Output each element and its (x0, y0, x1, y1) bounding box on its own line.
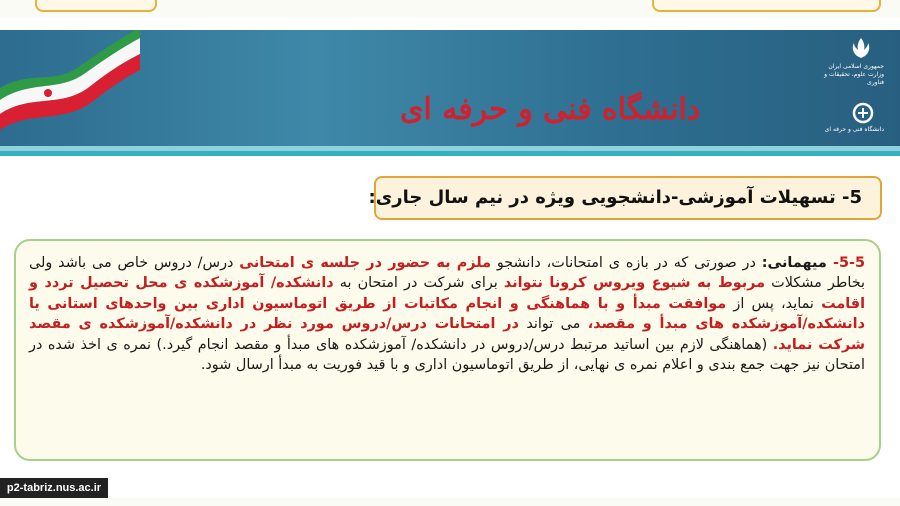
section-heading-box (368, 176, 882, 220)
top-strip (0, 0, 900, 18)
paragraph-segment: نماید، پس از (726, 295, 822, 312)
previous-slide-box-right (652, 0, 881, 12)
paragraph-segment: میهمانی: (761, 255, 827, 271)
bottom-strip (0, 498, 900, 506)
section-title: 5- تسهیلات آموزشی-دانشجویی ویژه در نیم سال جاری: (368, 187, 862, 208)
university-logo-icon (852, 102, 874, 124)
paragraph-segment: مربوط به شیوع ویروس کرونا نتواند (503, 275, 766, 292)
university-calligraphy-logo: دانشگاه فنی و حرفه ای (400, 92, 701, 127)
paragraph-segment: درس/ دروس خاص می باشد ولی بخاطر مشکلات (29, 255, 865, 292)
paragraph-segment: ملزم به حضور در جلسه ی امتحانی (239, 255, 492, 271)
content-paragraph (29, 253, 865, 375)
paragraph-segment: (هماهنگی لازم بین اساتید مرتبط درس/دروس در دانشکده/ آموزشکده های مبدأ و مقصد انجام گیرد.) نمره ی اخذ شده در امتحان نیز جهت جمع بندی و اعلام نمره ی نهایی، از طریق اتوماسیون اداری و با قید فوریت به مبدأ ارسال شود. (29, 336, 865, 374)
header-banner (0, 30, 900, 146)
iran-emblem-icon (848, 36, 874, 60)
university-name-small: دانشگاه فنی و حرفه ای (824, 126, 884, 133)
site-watermark: p2-tabriz.nus.ac.ir (0, 478, 108, 498)
iran-flag-icon (0, 30, 140, 134)
paragraph-segment: در امتحانات درس/دروس مورد نظر در دانشکده/آموزشکده ی مقصد شرکت نماید. (29, 316, 866, 353)
paragraph-segment: در صورتی که در بازه ی امتحانات، دانشجو (491, 255, 762, 271)
paragraph-segment: 5-5- (826, 255, 865, 271)
banner-stripe-teal (0, 151, 900, 156)
paragraph-segment: می تواند (518, 316, 588, 333)
ministry-text: جمهوری اسلامی ایران وزارت علوم، تحقیقات و فناوری (824, 63, 884, 86)
paragraph-segment: دانشکده/ آموزشکده ی محل تحصیل تردد و اقامت (29, 275, 865, 312)
paragraph-segment: برای شرکت در امتحان به (333, 275, 504, 292)
paragraph-segment: موافقت مبدأ و با هماهنگی و انجام مکاتبات از طریق اتوماسیون اداری بین واحدهای استانی یا دانشکده/آموزشکده های مبدأ و مقصد، (29, 295, 865, 333)
previous-slide-box-left (35, 0, 157, 12)
content-box (14, 239, 881, 461)
